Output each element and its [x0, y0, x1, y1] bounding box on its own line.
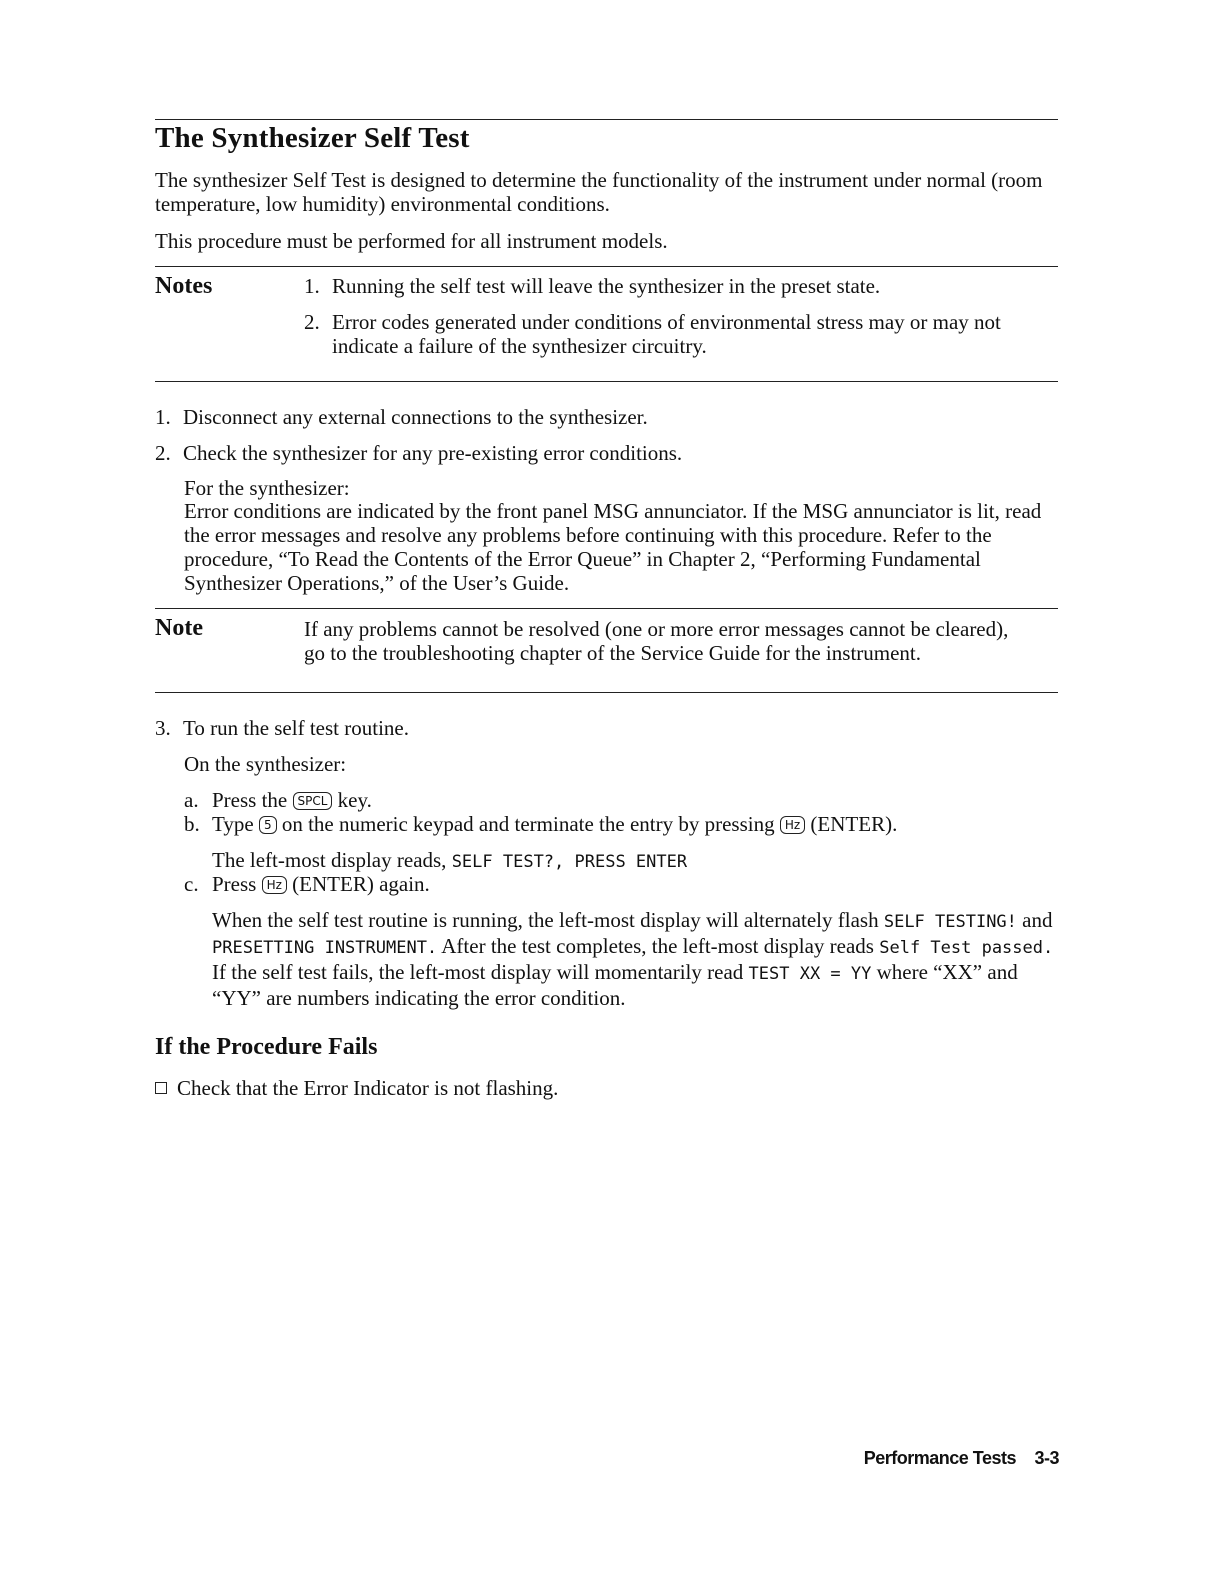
detail-mono-1: SELF TESTING!: [883, 912, 1017, 932]
substep-b-letter: b.: [184, 812, 200, 836]
step-2-detail: Error conditions are indicated by the front panel MSG annunciator. If the MSG annunciator is lit, read the error messages and resolve any problems before continuing with this procedure. Refer to the procedure, “To Read the Contents of the Error Queue” in Chapter 2, “Performing Fundamental Synthesizer Operations,” of the User’s Guide.: [184, 499, 1042, 595]
step-1-number: 1.: [155, 405, 171, 429]
detail-mono-2: PRESETTING INSTRUMENT.: [212, 938, 438, 958]
fails-heading: If the Procedure Fails: [155, 1034, 378, 1060]
notes-item-1-text: Running the self test will leave the synthesizer in the preset state.: [332, 274, 881, 298]
hz-key-icon: Hz: [262, 876, 287, 894]
detail-text-2: and: [1022, 908, 1053, 932]
substep-c-post: (ENTER) again.: [292, 872, 430, 896]
note-bottom-rule: [155, 692, 1058, 693]
page-title: The Synthesizer Self Test: [155, 122, 470, 154]
substep-c: [184, 872, 430, 896]
spcl-key-icon: SPCL: [293, 792, 333, 810]
hz-key-icon: Hz: [780, 816, 805, 834]
substep-b-mid: on the numeric keypad and terminate the entry by pressing: [281, 812, 775, 836]
step-1-text: Disconnect any external connections to the synthesizer.: [183, 405, 648, 429]
display-reads-text: The left-most display reads,: [212, 848, 447, 872]
top-rule: [155, 119, 1058, 120]
substep-a: [184, 788, 372, 812]
models-paragraph: This procedure must be performed for all instrument models.: [155, 229, 668, 253]
substep-c-pre: Press: [212, 872, 257, 896]
step-3: [155, 716, 409, 740]
notes-item-1-number: 1.: [304, 274, 320, 298]
detail-mono-3: Self Test passed.: [879, 938, 1054, 958]
step-2-number: 2.: [155, 441, 171, 465]
checkbox-icon: [155, 1082, 167, 1094]
substep-c-detail: [212, 908, 1057, 1010]
notes-item-2-number: 2.: [304, 310, 320, 334]
detail-text-4: If the self test fails, the left-most display will momentarily read: [212, 960, 744, 984]
page-footer: [864, 1448, 1059, 1469]
step-3-on-synth: On the synthesizer:: [184, 752, 347, 776]
detail-mono-4: TEST XX = YY: [748, 964, 872, 984]
footer-page-number: 3-3: [1034, 1448, 1059, 1468]
substep-b-display: [212, 848, 687, 874]
step-3-text: To run the self test routine.: [183, 716, 409, 740]
notes-item-1: [304, 274, 1064, 298]
notes-bottom-rule: [155, 381, 1058, 382]
notes-top-rule: [155, 266, 1058, 267]
step-2-for-synth: For the synthesizer:: [184, 476, 350, 500]
step-2-text: Check the synthesizer for any pre-existing error conditions.: [183, 441, 683, 465]
substep-a-pre: Press the: [212, 788, 288, 812]
five-key-icon: 5: [259, 816, 277, 834]
notes-label: Notes: [155, 273, 213, 299]
detail-text-1: When the self test routine is running, the left-most display will alternately flash: [212, 908, 879, 932]
detail-text-5: where “XX” and “YY” are numbers indicating the error condition.: [212, 960, 1018, 1010]
substep-a-letter: a.: [184, 788, 199, 812]
fails-item: [155, 1076, 558, 1100]
substep-b-post: (ENTER).: [810, 812, 898, 836]
substep-c-letter: c.: [184, 872, 199, 896]
note-label: Note: [155, 615, 203, 641]
footer-section: Performance Tests: [863, 1448, 1016, 1468]
note-text: If any problems cannot be resolved (one or more error messages cannot be cleared), go to the troubleshooting chapter of the Service Guide for the instrument.: [304, 617, 1009, 665]
substep-b: [184, 812, 897, 836]
step-1: [155, 405, 648, 429]
step-3-number: 3.: [155, 716, 171, 740]
notes-item-2-text: Error codes generated under conditions of environmental stress may or may not indicate a failure of the synthesizer circuitry.: [332, 310, 1001, 358]
substep-a-post: key.: [337, 788, 372, 812]
intro-paragraph: The synthesizer Self Test is designed to determine the functionality of the instrument under normal (room temperature, low humidity) environmental conditions.: [155, 168, 1043, 216]
detail-text-3: After the test completes, the left-most display reads: [441, 934, 874, 958]
substep-b-pre: Type: [212, 812, 254, 836]
step-2: [155, 441, 682, 465]
note-top-rule: [155, 608, 1058, 609]
notes-item-2: [304, 310, 1064, 358]
fails-item-text: Check that the Error Indicator is not flashing.: [177, 1076, 559, 1100]
display-reads-value: SELF TEST?, PRESS ENTER: [451, 852, 688, 872]
